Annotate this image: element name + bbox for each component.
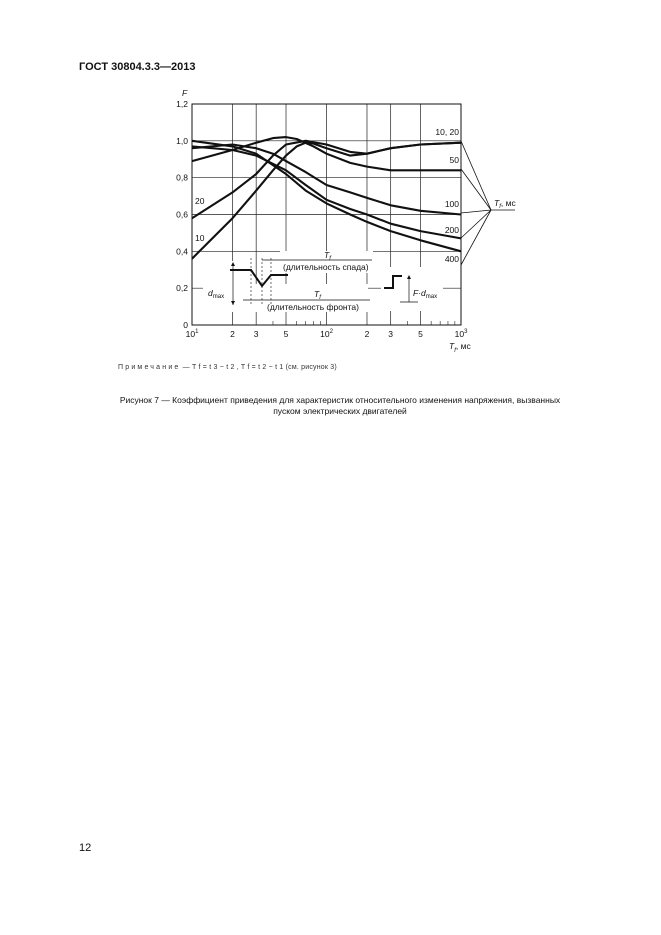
y-axis-label: F: [182, 88, 188, 98]
legend-title: $T_f$, мс: [494, 198, 516, 210]
series-label-50: 50: [449, 155, 459, 165]
x-tick-label: 5: [283, 329, 289, 339]
chart-legend: [461, 141, 516, 265]
inset-fall-label: (длительность спада): [283, 262, 369, 272]
series-label-400: 400: [444, 254, 459, 264]
inset-front-label: (длительность фронта): [267, 302, 359, 312]
x-tick-label: $10^3$: [454, 329, 468, 339]
series-label-10: 10: [195, 233, 205, 243]
series-label-10, 20: 10, 20: [435, 127, 459, 137]
inset-fdmax-label: $F\cdot d_{max}$: [413, 288, 438, 300]
note-text: — T f = t 3 − t 2 , T f = t 2 − t 1 (см. рисунок 3): [180, 364, 337, 371]
legend-connector: [461, 210, 491, 265]
y-tick-label: 0,2: [176, 283, 188, 294]
x-tick-label: 2: [364, 329, 370, 339]
series-label-100: 100: [444, 199, 459, 209]
chart-labels: [176, 88, 471, 354]
x-tick-label: 3: [388, 329, 394, 339]
figure-note: [118, 364, 337, 371]
x-tick-label: $10^2$: [320, 329, 333, 339]
inset-tf-label: $T_f$: [324, 250, 331, 262]
y-tick-label: 0,4: [176, 246, 188, 257]
x-tick-label: 2: [230, 329, 235, 339]
inset-tf-label-2: $T_f$: [314, 289, 321, 301]
y-tick-label: 0,8: [176, 172, 188, 183]
y-tick-label: 1,2: [176, 99, 188, 109]
legend-connector: [461, 210, 491, 238]
y-tick-label: 0,6: [176, 209, 188, 220]
chart-inset: [203, 250, 443, 312]
x-tick-label: $10^1$: [185, 329, 199, 339]
document-header: ГОСТ 30804.3.3—2013: [79, 61, 196, 73]
y-tick-label: 1,0: [176, 135, 188, 146]
inset-dmax-label: $d_{max}$: [208, 288, 225, 300]
series-label-200: 200: [444, 225, 459, 235]
series-label-20: 20: [195, 196, 205, 206]
figure-caption: [60, 395, 620, 417]
inset-waveform: [230, 270, 288, 286]
x-tick-label: 5: [418, 329, 423, 339]
caption-line-2: пуском электрических двигателей: [273, 406, 407, 416]
x-tick-label: 3: [253, 329, 259, 339]
note-lead: Примечание: [118, 364, 181, 371]
legend-connector: [461, 210, 491, 213]
x-axis-label: $T_f$, мс: [449, 341, 471, 354]
caption-line-1: Рисунок 7 — Коэффициент приведения для характеристик относительного изменения напряжения, вызванных: [119, 395, 561, 405]
y-tick-label: 0: [183, 320, 188, 330]
page-number: 12: [79, 842, 92, 854]
